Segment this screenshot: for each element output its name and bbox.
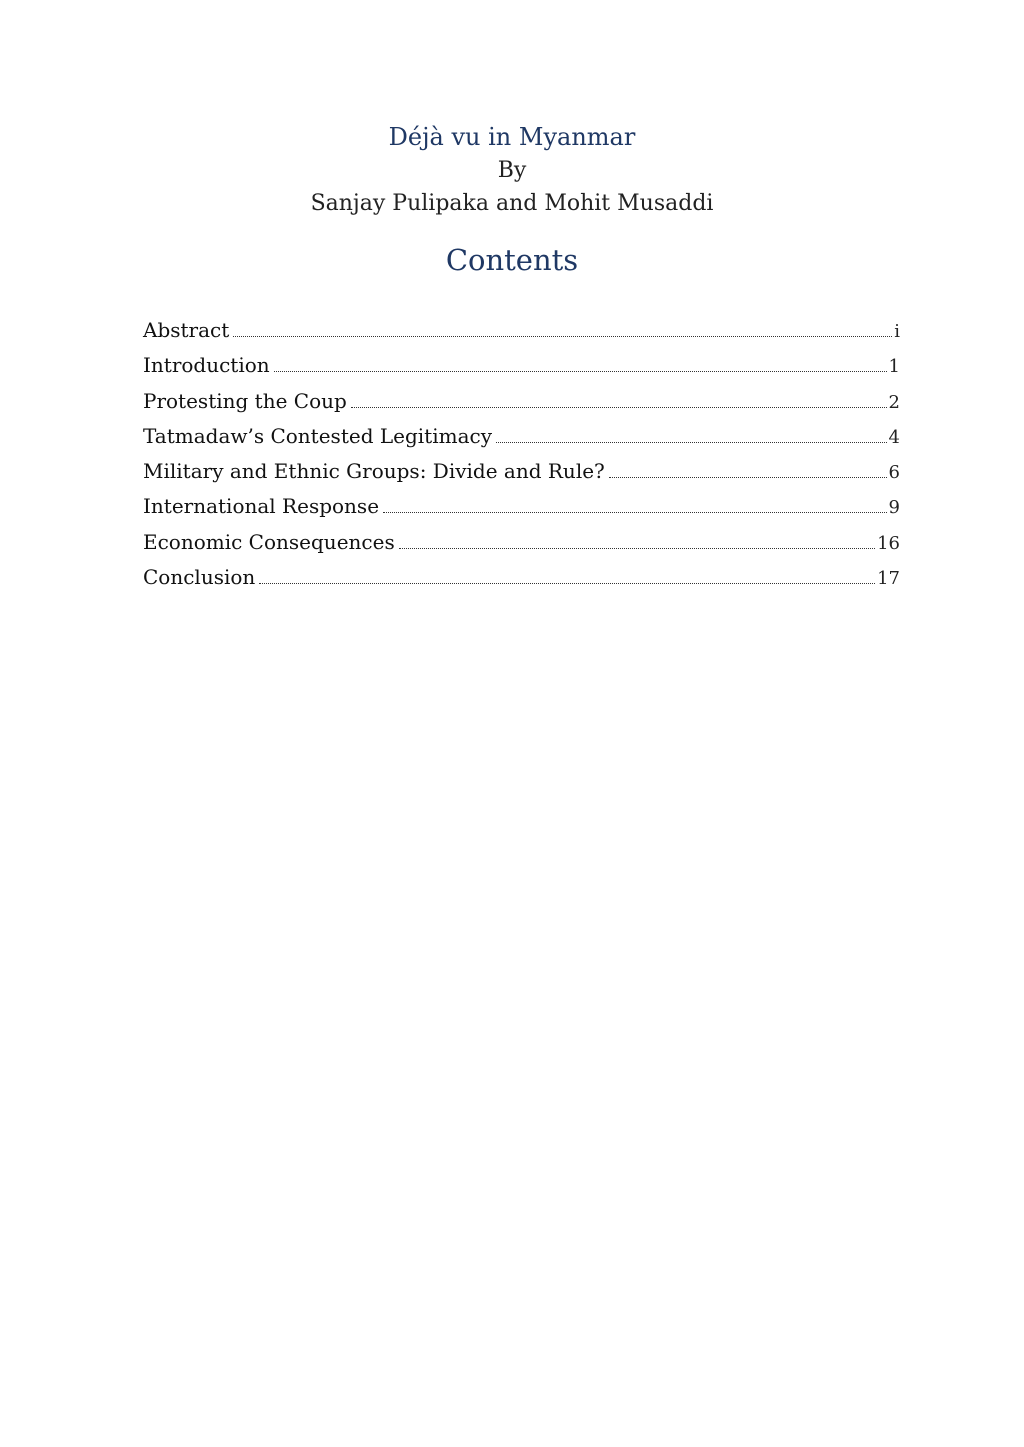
toc-page-number: 1 [888, 356, 900, 378]
author-names: Sanjay Pulipaka and Mohit Musaddi [310, 191, 714, 216]
toc-entry-label: Conclusion [143, 565, 256, 590]
document-title: Déjà vu in Myanmar [388, 123, 636, 151]
toc-entry-label: Economic Consequences [143, 529, 395, 554]
byline-label: By [497, 158, 527, 183]
toc-dot-leader [383, 511, 887, 513]
toc-entry-introduction[interactable] [143, 348, 900, 383]
toc-entry-label: Abstract [143, 318, 230, 342]
toc-dot-leader [351, 406, 887, 408]
toc-dot-leader [399, 547, 875, 549]
toc-page-number: 2 [888, 391, 900, 413]
toc-page-number: i [894, 321, 900, 342]
toc-page-number: 6 [888, 462, 900, 484]
toc-entry-contested-legitimacy[interactable] [143, 419, 900, 454]
toc-entry-military-and-ethnic-groups[interactable] [143, 454, 900, 489]
table-of-contents [143, 313, 900, 595]
contents-heading: Contents [445, 243, 579, 277]
toc-dot-leader [233, 335, 892, 337]
toc-page-number: 16 [877, 532, 900, 554]
toc-dot-leader [274, 370, 887, 372]
toc-page-number: 17 [877, 568, 900, 590]
toc-entry-conclusion[interactable] [143, 560, 900, 595]
toc-entry-label: Protesting the Coup [143, 388, 347, 413]
toc-entry-international-response[interactable] [143, 489, 900, 524]
toc-dot-leader [496, 441, 887, 443]
toc-page-number: 9 [888, 497, 900, 519]
toc-entry-abstract[interactable] [143, 313, 900, 348]
toc-entry-label: Military and Ethnic Groups: Divide and Rule? [143, 459, 605, 484]
toc-entry-economic-consequences[interactable] [143, 525, 900, 560]
title-block [0, 120, 1024, 220]
toc-page-number: 4 [888, 426, 900, 448]
toc-entry-label: Tatmadaw’s Contested Legitimacy [143, 423, 492, 448]
toc-dot-leader [609, 476, 887, 478]
toc-entry-label: Introduction [143, 353, 270, 378]
toc-entry-label: International Response [143, 494, 380, 519]
toc-dot-leader [259, 582, 875, 584]
toc-entry-protesting-the-coup[interactable] [143, 384, 900, 419]
